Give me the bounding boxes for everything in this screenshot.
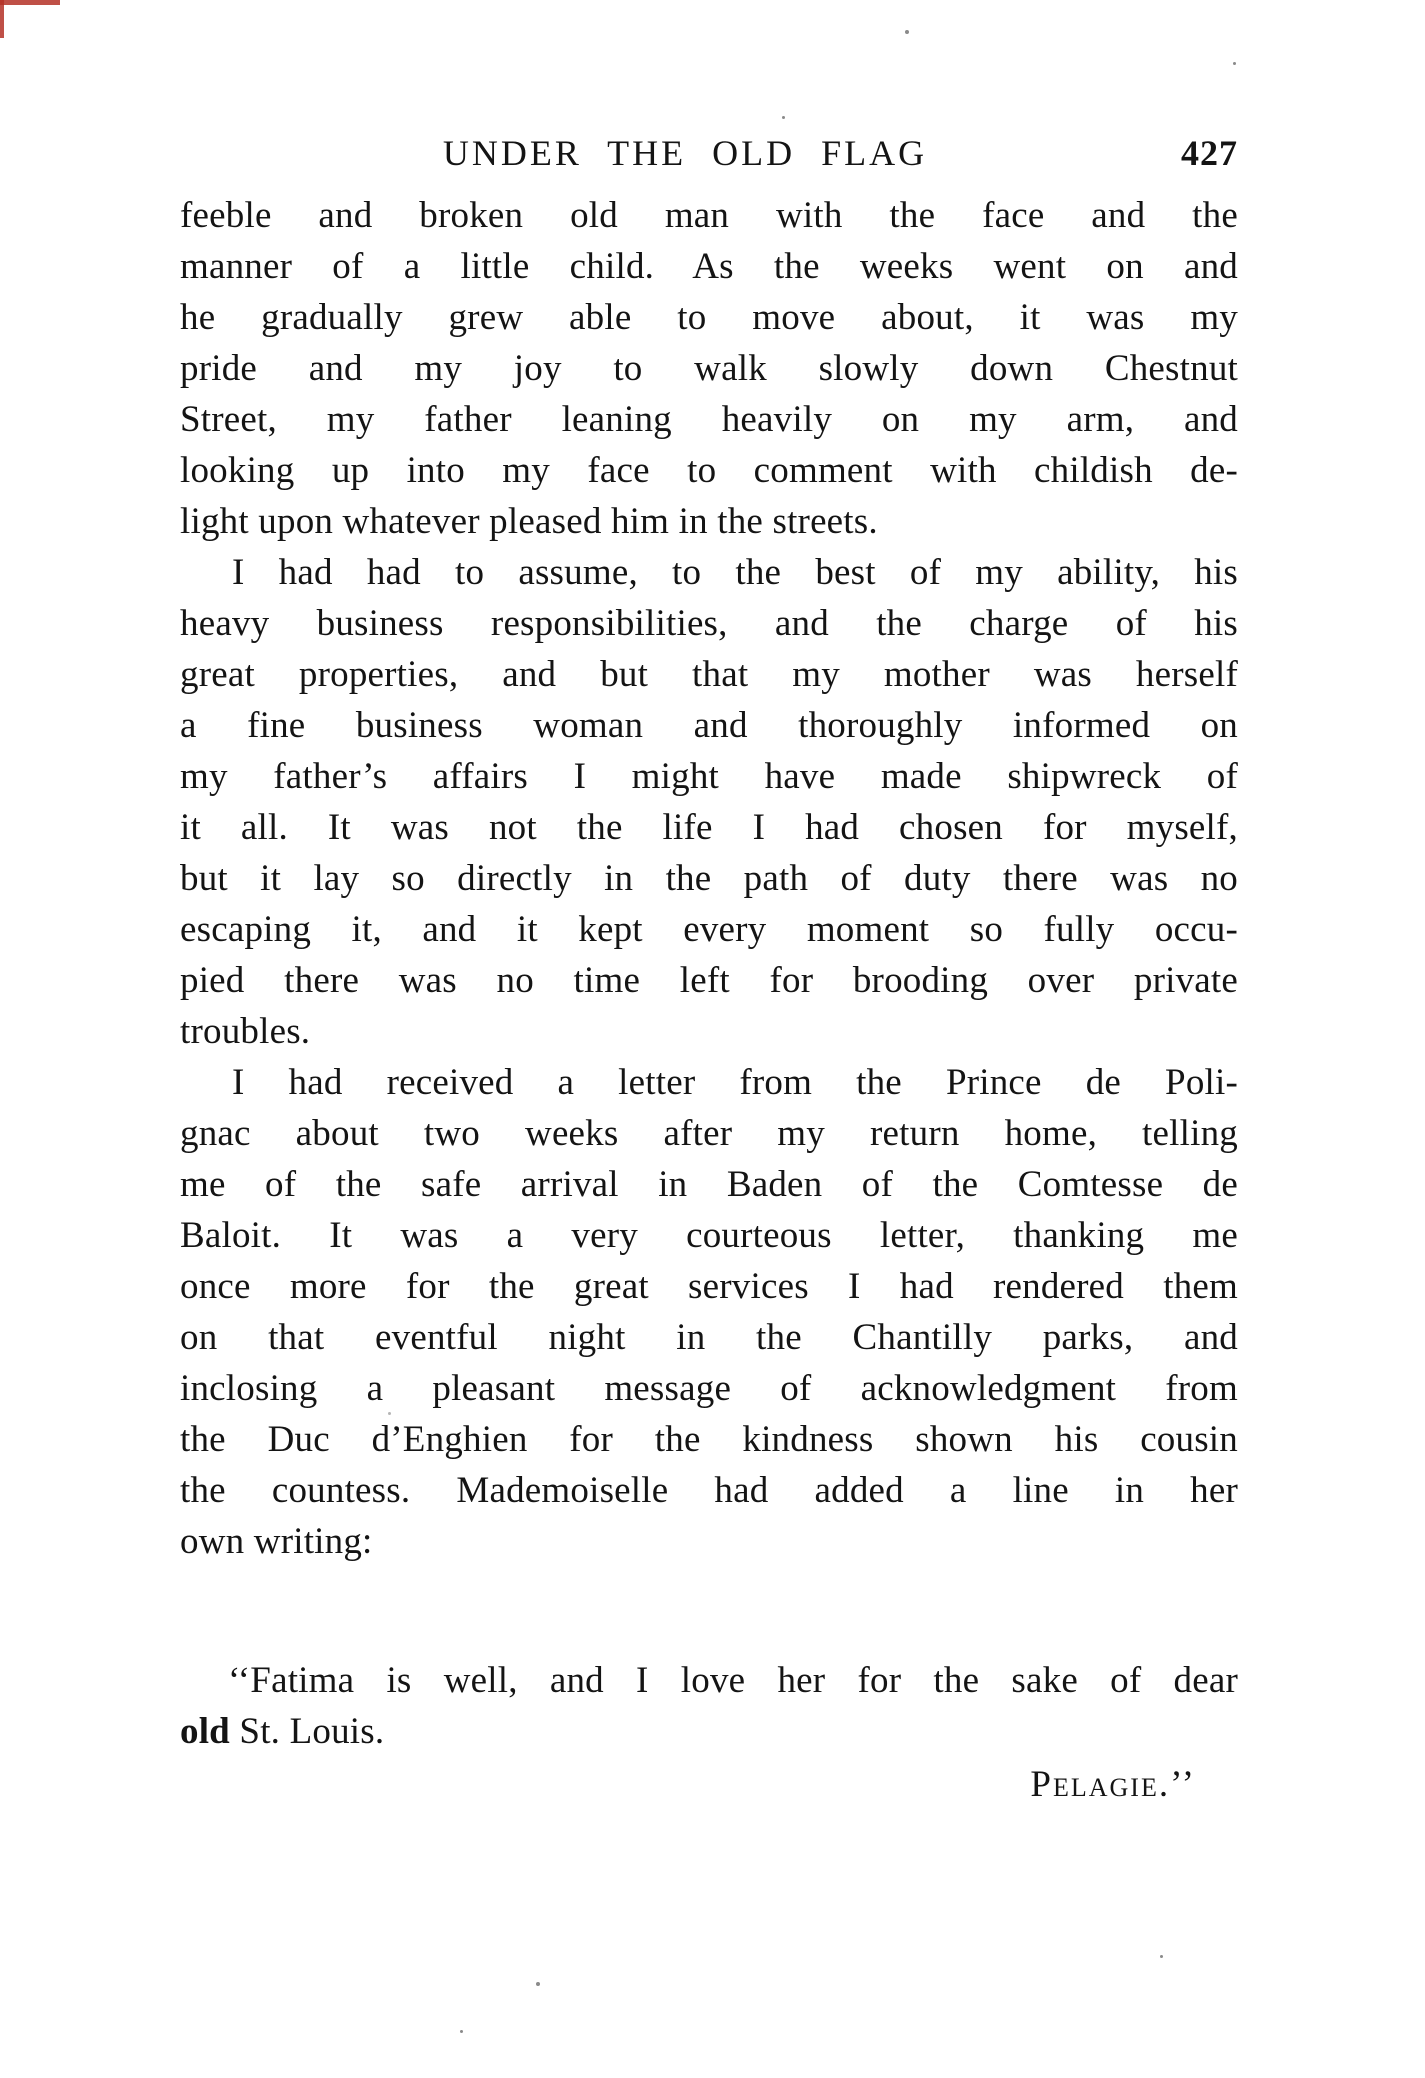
signature-line (180, 1759, 1238, 1810)
text-line: looking up into my face to comment with childish de- (180, 450, 1238, 491)
text-line: light upon whatever pleased him in the streets. (180, 501, 878, 542)
text-line: heavy business responsibilities, and the charge of his (180, 603, 1238, 644)
text-line: once more for the great services I had rendered them (180, 1266, 1238, 1307)
text-line: inclosing a pleasant message of acknowledgment from (180, 1368, 1238, 1409)
paragraph-1 (180, 190, 1238, 547)
text-line-rest: St. Louis. (229, 1711, 385, 1752)
scan-speck (460, 2030, 463, 2033)
text-line: Baloit. It was a very courteous letter, thanking me (180, 1215, 1238, 1256)
text-line: me of the safe arrival in Baden of the Comtesse de (180, 1164, 1238, 1205)
bold-word: old (180, 1711, 230, 1752)
text-line: pride and my joy to walk slowly down Chestnut (180, 348, 1238, 389)
scan-speck (536, 1982, 540, 1986)
text-line: feeble and broken old man with the face and the (180, 195, 1238, 236)
text-line: Street, my father leaning heavily on my arm, and (180, 399, 1238, 440)
text-line: the countess. Mademoiselle had added a line in her (180, 1470, 1238, 1511)
text-line: my father’s affairs I might have made shipwreck of (180, 756, 1238, 797)
letter-quote (180, 1655, 1238, 1810)
page-text-block (180, 190, 1238, 1810)
text-line: a fine business woman and thoroughly informed on (180, 705, 1238, 746)
scan-edge-artifact (0, 0, 4, 38)
text-line (180, 1706, 1238, 1757)
running-head-title: UNDER THE OLD FLAG (442, 133, 928, 173)
paragraph-2 (180, 547, 1238, 1057)
scan-speck (905, 30, 909, 34)
text-line: escaping it, and it kept every moment so fully occu- (180, 909, 1238, 950)
text-line: the Duc d’Enghien for the kindness shown his cousin (180, 1419, 1238, 1460)
text-line: own writing: (180, 1521, 373, 1562)
text-line: great properties, and but that my mother was herself (180, 654, 1238, 695)
text-line: gnac about two weeks after my return home, telling (180, 1113, 1238, 1154)
scan-speck (1160, 1955, 1163, 1958)
text-line: on that eventful night in the Chantilly parks, and (180, 1317, 1238, 1358)
running-head (180, 132, 1238, 178)
text-line: I had had to assume, to the best of my ability, his (232, 552, 1238, 593)
text-line: pied there was no time left for brooding over private (180, 960, 1238, 1001)
text-line: ‘‘Fatima is well, and I love her for the sake of dear (228, 1660, 1238, 1701)
page-number: 427 (1181, 133, 1238, 173)
scan-speck (782, 116, 785, 119)
text-line: it all. It was not the life I had chosen for myself, (180, 807, 1238, 848)
text-line: troubles. (180, 1011, 311, 1052)
signature-name: Pelagie.’’ (1030, 1764, 1196, 1805)
text-line: I had received a letter from the Prince de Poli- (232, 1062, 1238, 1103)
scan-speck (1233, 62, 1236, 65)
scan-edge-artifact (0, 0, 60, 5)
text-line: manner of a little child. As the weeks went on and (180, 246, 1238, 287)
text-line: but it lay so directly in the path of duty there was no (180, 858, 1238, 899)
text-line: he gradually grew able to move about, it was my (180, 297, 1238, 338)
paragraph-3 (180, 1057, 1238, 1567)
